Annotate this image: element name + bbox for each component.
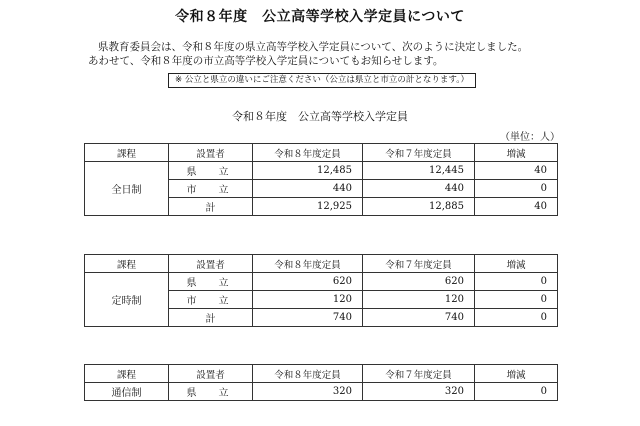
founder-cell: 市 立 — [169, 180, 253, 198]
diff-cell: 0 — [475, 383, 558, 401]
diff-cell: 0 — [475, 309, 558, 327]
r7-cell: 12,885 — [363, 198, 475, 216]
notice-box: ※ 公立と県立の違いにご注意ください（公立は県立と市立の計となります。） — [168, 73, 476, 88]
intro-line-2: あわせて、令和８年度の市立高等学校入学定員についてもお知らせします。 — [88, 55, 444, 67]
diff-cell: 40 — [475, 162, 558, 180]
r8-cell: 12,485 — [253, 162, 363, 180]
header-founder: 設置者 — [169, 144, 253, 162]
header-r7: 令和７年度定員 — [363, 255, 475, 273]
founder-cell: 計 — [169, 309, 253, 327]
table-header-row — [85, 365, 558, 383]
table-row — [85, 383, 558, 401]
course-cell: 定時制 — [85, 273, 169, 327]
header-founder: 設置者 — [169, 255, 253, 273]
founder-cell: 計 — [169, 198, 253, 216]
header-founder: 設置者 — [169, 365, 253, 383]
page-title: 令和８年度 公立高等学校入学定員について — [175, 9, 465, 25]
r7-cell: 120 — [363, 291, 475, 309]
header-diff: 増減 — [475, 144, 558, 162]
header-course: 課程 — [85, 144, 169, 162]
r8-cell: 320 — [253, 383, 363, 401]
founder-cell: 県 立 — [169, 162, 253, 180]
table-header-row — [85, 255, 558, 273]
table-row — [85, 162, 558, 180]
r7-cell: 620 — [363, 273, 475, 291]
founder-cell: 県 立 — [169, 383, 253, 401]
header-r7: 令和７年度定員 — [363, 365, 475, 383]
r7-cell: 320 — [363, 383, 475, 401]
header-diff: 増減 — [475, 365, 558, 383]
header-r8: 令和８年度定員 — [253, 144, 363, 162]
diff-cell: 0 — [475, 291, 558, 309]
header-r8: 令和８年度定員 — [253, 365, 363, 383]
header-diff: 増減 — [475, 255, 558, 273]
table-correspondence — [84, 364, 558, 401]
unit-label: （単位：人） — [500, 132, 560, 143]
r7-cell: 440 — [363, 180, 475, 198]
r7-cell: 12,445 — [363, 162, 475, 180]
header-course: 課程 — [85, 365, 169, 383]
intro-line-1: 県教育委員会は、令和８年度の県立高等学校入学定員について、次のように決定しました。 — [98, 41, 529, 53]
r8-cell: 620 — [253, 273, 363, 291]
table-full-time — [84, 143, 558, 216]
header-r8: 令和８年度定員 — [253, 255, 363, 273]
r8-cell: 440 — [253, 180, 363, 198]
diff-cell: 0 — [475, 180, 558, 198]
r8-cell: 120 — [253, 291, 363, 309]
course-cell: 全日制 — [85, 162, 169, 216]
table-header-row — [85, 144, 558, 162]
founder-cell: 市 立 — [169, 291, 253, 309]
header-r7: 令和７年度定員 — [363, 144, 475, 162]
diff-cell: 40 — [475, 198, 558, 216]
table-part-time — [84, 254, 558, 327]
header-course: 課程 — [85, 255, 169, 273]
table-row — [85, 273, 558, 291]
course-cell: 通信制 — [85, 383, 169, 401]
intro-paragraph — [88, 40, 558, 68]
r8-cell: 740 — [253, 309, 363, 327]
r7-cell: 740 — [363, 309, 475, 327]
table-title: 令和８年度 公立高等学校入学定員 — [232, 110, 408, 123]
founder-cell: 県 立 — [169, 273, 253, 291]
r8-cell: 12,925 — [253, 198, 363, 216]
diff-cell: 0 — [475, 273, 558, 291]
